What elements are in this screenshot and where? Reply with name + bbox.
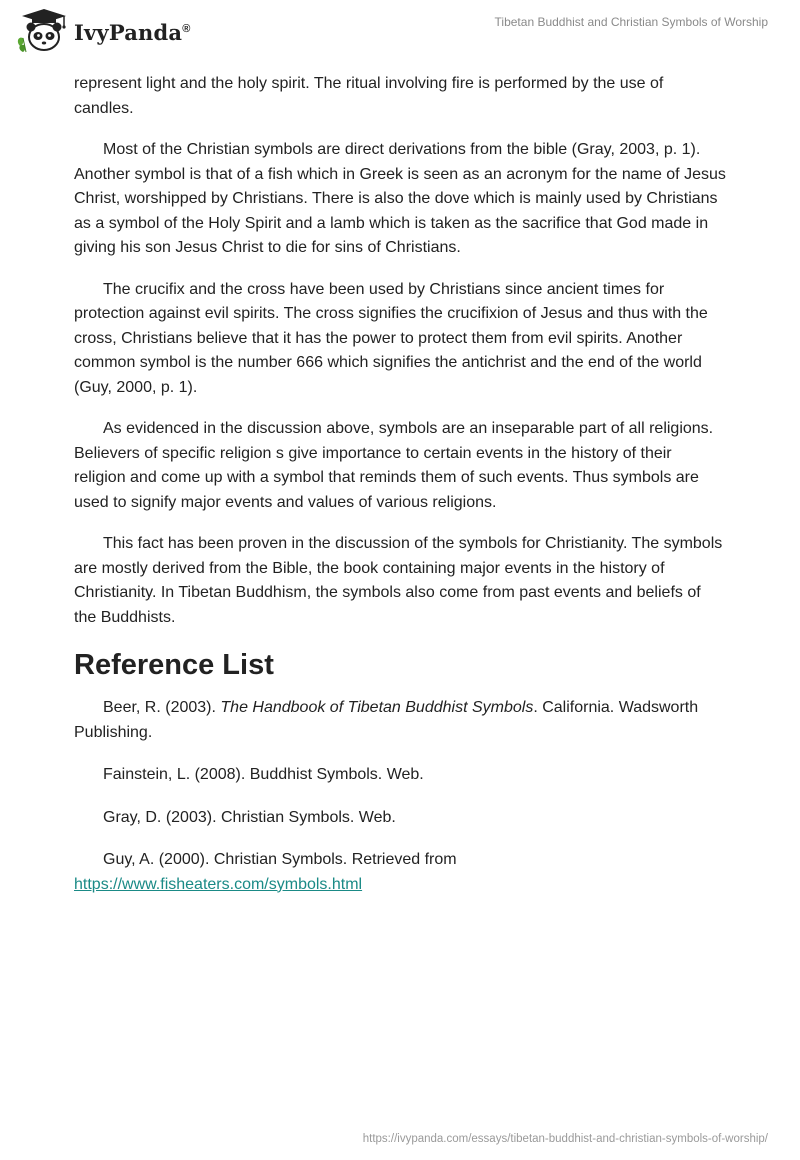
reference-gray: Gray, D. (2003). Christian Symbols. Web.	[103, 808, 396, 826]
paragraph-4: As evidenced in the discussion above, symbols are an inseparable part of all religions. Believers of specific religion s give importance to certain events in the history of their religion and come up with a symbol that reminds them of such events. Thus symbols are used to signify major events and values of various religions.	[74, 420, 714, 511]
panda-graduate-icon	[14, 8, 70, 54]
reference-guy-link[interactable]: https://www.fisheaters.com/symbols.html	[74, 875, 363, 893]
page-header	[0, 0, 800, 64]
reference-fainstein: Fainstein, L. (2008). Buddhist Symbols. Web.	[103, 766, 424, 783]
reference-beer-title: The Handbook of Tibetan Buddhist Symbols	[220, 699, 534, 716]
reference-list-heading: Reference List	[74, 649, 274, 681]
document-title: Tibetan Buddhist and Christian Symbols of Worship	[494, 15, 768, 29]
reference-guy: Guy, A. (2000). Christian Symbols. Retrieved from https://www.fisheaters.com/symbols.html	[74, 851, 457, 893]
essay-content	[74, 72, 726, 915]
paragraph-1: represent light and the holy spirit. The ritual involving fire is performed by the use of candles.	[74, 75, 664, 117]
logo-text: IvyPanda®	[74, 19, 191, 45]
reference-beer: Beer, R. (2003). The Handbook of Tibetan Buddhist Symbols. California. Wadsworth Publishing.	[74, 699, 699, 741]
paragraph-5: This fact has been proven in the discussion of the symbols for Christianity. The symbols are mostly derived from the Bible, the book containing major events in the history of Christianity. In Tibetan Buddhism, the symbols also come from past events and beliefs of the Buddhists.	[74, 535, 723, 626]
paragraph-2: Most of the Christian symbols are direct derivations from the bible (Gray, 2003, p. 1). Another symbol is that of a fish which in Greek is seen as an acronym for the name of Jesus Christ, worshipped by Christians. There is also the dove which is mainly used by Christians as a symbol of the Holy Spirit and a lamb which is taken as the sacrifice that God made in giving his son Jesus Christ to die for sins of Christians.	[74, 141, 726, 256]
footer-source-url: https://ivypanda.com/essays/tibetan-buddhist-and-christian-symbols-of-worship/	[362, 1133, 768, 1145]
ivypanda-logo[interactable]	[14, 8, 191, 54]
paragraph-3: The crucifix and the cross have been used by Christians since ancient times for protection against evil spirits. The cross signifies the crucifixion of Jesus and thus with the cross, Christians believe that it has the power to protect them from evil spirits. Another common symbol is the number 666 which signifies the antichrist and the end of the world (Guy, 2000, p. 1).	[74, 280, 708, 396]
